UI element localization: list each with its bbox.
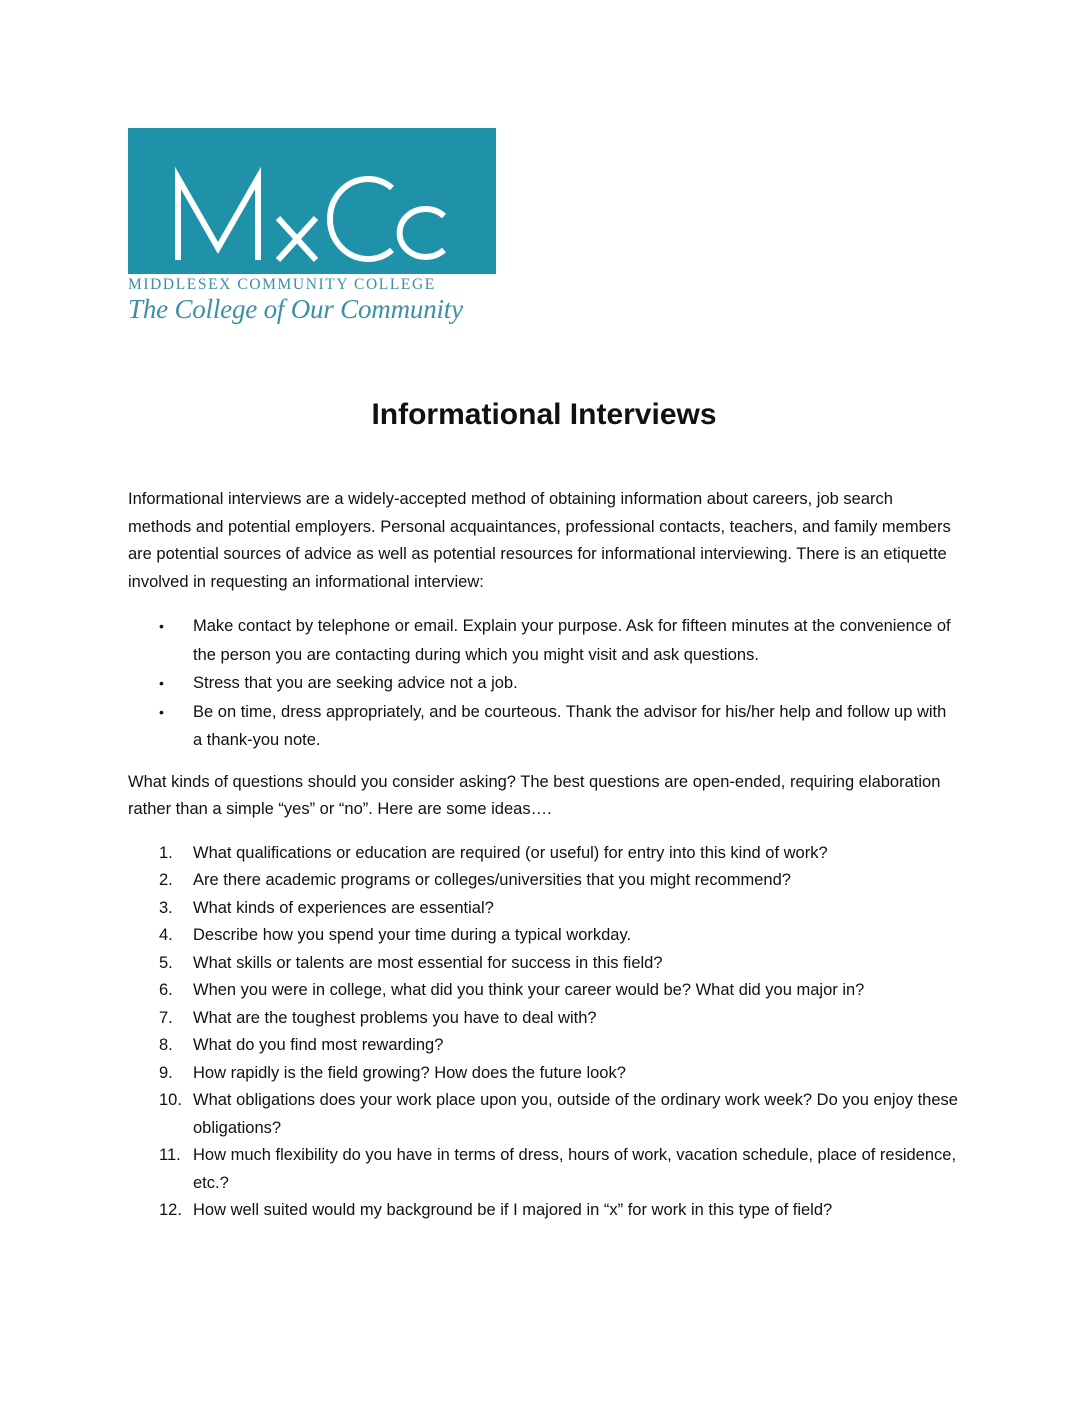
list-number: 6. (159, 981, 173, 999)
mxcc-monogram-icon (128, 128, 496, 274)
logo-monogram-box (128, 128, 496, 274)
bullet-icon: • (159, 618, 164, 634)
list-number: 1. (159, 843, 173, 862)
monogram-letter-x (278, 218, 316, 260)
list-item-text: Describe how you spend your time during a typical workday. (193, 926, 632, 944)
list-item (128, 867, 958, 895)
monogram-letter-c-small (400, 209, 444, 257)
list-item (128, 977, 958, 1005)
page-title: Informational Interviews (371, 398, 717, 431)
bullet-icon: • (159, 703, 164, 720)
list-item-text: How much flexibility do you have in terms of dress, hours of work, vacation schedule, place of residence, etc.? (193, 1146, 957, 1192)
list-item-text: Stress that you are seeking advice not a job. (193, 674, 518, 692)
monogram-letter-m (178, 178, 258, 260)
list-item (128, 1197, 958, 1225)
list-item (128, 612, 958, 669)
list-item-text: What qualifications or education are required (or useful) for entry into this kind of work? (193, 843, 828, 862)
list-item-text: Be on time, dress appropriately, and be courteous. Thank the advisor for his/her help and follow up with a thank-you note. (193, 702, 947, 749)
monogram-letter-c-large (330, 179, 392, 259)
list-item (128, 1032, 958, 1060)
list-number: 12. (159, 1201, 182, 1219)
list-number: 4. (159, 926, 173, 944)
list-item (128, 950, 958, 978)
list-item-text: What are the toughest problems you have to deal with? (193, 1008, 597, 1027)
questions-intro-paragraph: What kinds of questions should you consider asking? The best questions are open-ended, requiring elaboration rather than a simple “yes” or “no”. Here are some ideas…. (128, 772, 941, 818)
list-item-text: When you were in college, what did you think your career would be? What did you major in? (193, 981, 865, 999)
college-logo (128, 128, 498, 325)
intro-paragraph: Informational interviews are a widely-accepted method of obtaining information about careers, job search methods and potential employers. Personal acquaintances, professional contacts, teachers, and family members are potential sources of advice as well as potential resources for informational interviewing. There is an etiquette involved in requesting an informational interview: (128, 490, 951, 591)
list-item-text: What do you find most rewarding? (193, 1036, 444, 1054)
etiquette-list (128, 612, 958, 755)
list-number: 8. (159, 1036, 173, 1054)
list-number: 9. (159, 1063, 173, 1082)
list-number: 10. (159, 1091, 182, 1109)
list-number: 3. (159, 898, 173, 917)
list-item-text: Make contact by telephone or email. Explain your purpose. Ask for fifteen minutes at the convenience of the person you are contacting during which you might visit and ask questions. (193, 617, 951, 664)
list-item (128, 895, 958, 923)
list-item (128, 1005, 958, 1033)
document-body (128, 486, 958, 1225)
list-item (128, 1060, 958, 1088)
list-item-text: Are there academic programs or colleges/universities that you might recommend? (193, 871, 791, 889)
list-item (128, 698, 958, 755)
list-number: 11. (159, 1146, 181, 1164)
list-item (128, 1142, 958, 1197)
list-item-text: What kinds of experiences are essential? (193, 898, 494, 917)
list-item-text: How well suited would my background be if I majored in “x” for work in this type of field? (193, 1201, 833, 1219)
list-item (128, 1087, 958, 1142)
list-number: 2. (159, 871, 173, 889)
list-number: 7. (159, 1008, 173, 1027)
list-item (128, 922, 958, 950)
list-item (128, 669, 958, 698)
list-item-text: What skills or talents are most essential for success in this field? (193, 953, 663, 972)
bullet-icon: • (159, 675, 164, 691)
list-item-text: How rapidly is the field growing? How does the future look? (193, 1063, 626, 1082)
list-item (128, 840, 958, 868)
list-item-text: What obligations does your work place upon you, outside of the ordinary work week? Do you enjoy these obligations? (193, 1091, 958, 1137)
logo-tagline: The College of Our Community (128, 294, 463, 324)
logo-college-name: MIDDLESEX COMMUNITY COLLEGE (128, 276, 436, 293)
questions-list (128, 840, 958, 1225)
list-number: 5. (159, 953, 173, 972)
